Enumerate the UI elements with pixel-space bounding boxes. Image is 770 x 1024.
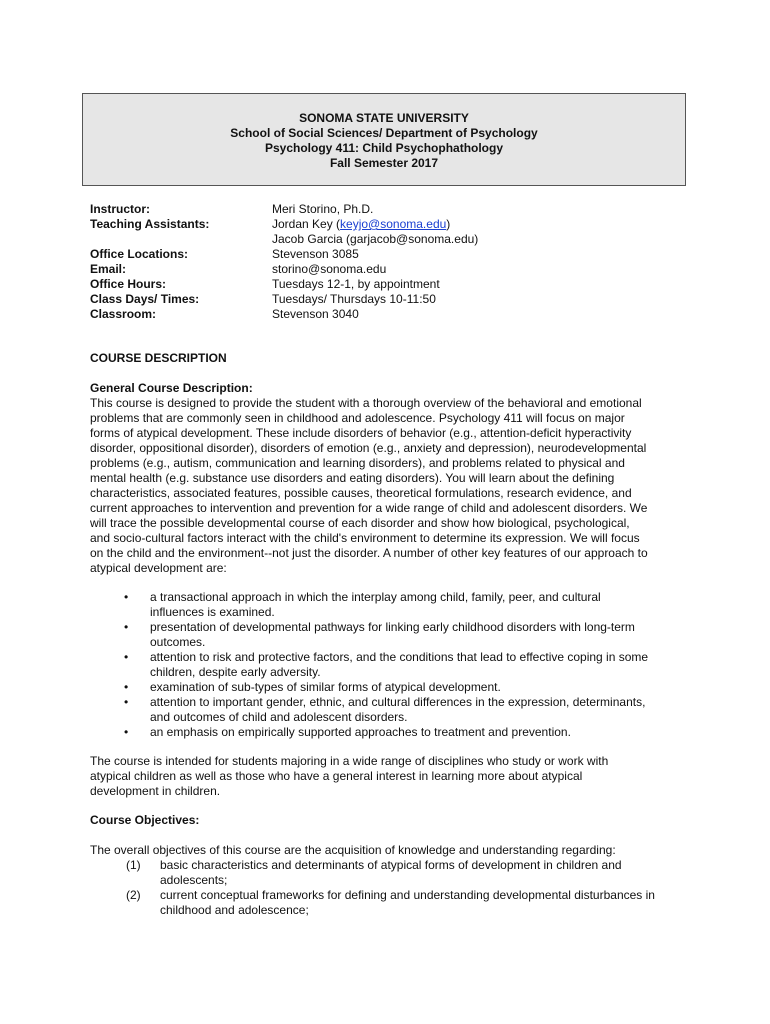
objective-number: (2) xyxy=(126,888,141,902)
description-line: current approaches to intervention and prevention for a wide range of child and adolescent disorders. We xyxy=(90,501,648,515)
instructor-label: Instructor: xyxy=(90,202,150,216)
bullet-icon: • xyxy=(124,650,129,664)
bullet-icon: • xyxy=(124,620,129,634)
room-value: Stevenson 3040 xyxy=(272,307,359,321)
office-value: Stevenson 3085 xyxy=(272,247,359,261)
instructor-value: Meri Storino, Ph.D. xyxy=(272,202,374,216)
room-label: Classroom: xyxy=(90,307,157,321)
description-line: will trace the possible developmental course of each disorder and show how biological, psychological, xyxy=(90,516,630,530)
semester: Fall Semester 2017 xyxy=(329,156,439,170)
days-value: Tuesdays/ Thursdays 10-11:50 xyxy=(272,292,436,306)
list-item: • attention to important gender, ethnic, and cultural differences in the expression, determinants, and outcomes of child and adolescent disorders. xyxy=(124,695,646,724)
email-value: storino@sonoma.edu xyxy=(272,262,387,276)
days-label: Class Days/ Times: xyxy=(90,292,200,306)
feature-list xyxy=(90,590,690,740)
description-line: problems (e.g., autism, communication and learning disorders), and problems related to physical and xyxy=(90,456,625,470)
university-name: SONOMA STATE UNIVERSITY xyxy=(299,111,469,125)
list-item: • presentation of developmental pathways for linking early childhood disorders with long-term outcomes. xyxy=(124,620,635,649)
list-item: (1) basic characteristics and determinants of atypical forms of development in children and adolescents; xyxy=(126,858,622,887)
description-line: problems that are commonly seen in childhood and adolescence. Psychology 411 will focus on major xyxy=(90,411,625,425)
bullet-icon: • xyxy=(124,725,129,739)
closing-line: development in children. xyxy=(90,784,221,798)
list-item: • attention to risk and protective factors, and the conditions that lead to effective coping in some children, despite early adversity. xyxy=(124,650,649,679)
course-header xyxy=(82,93,686,186)
bullet-icon: • xyxy=(124,590,129,604)
description-line: forms of atypical development. These include disorders of behavior (e.g., attention-deficit hyperactivity xyxy=(90,426,632,440)
description-paragraph xyxy=(90,396,690,576)
description-line: mental health (e.g. substance use disorders and eating disorders). You will learn about the defining xyxy=(90,471,615,485)
general-description-heading: General Course Description: xyxy=(90,381,253,395)
closing-paragraph xyxy=(90,754,690,799)
hours-value: Tuesdays 12-1, by appointment xyxy=(272,277,440,291)
office-label: Office Locations: xyxy=(90,247,189,261)
description-line: and socio-cultural factors interact with the child's environment to determine its expression. We will focus xyxy=(90,531,640,545)
objectives-intro: The overall objectives of this course are the acquisition of knowledge and understanding regarding: xyxy=(90,843,616,857)
description-line: This course is designed to provide the student with a thorough overview of the behavioral and emotional xyxy=(90,396,642,410)
ta-label: Teaching Assistants: xyxy=(90,217,210,231)
section-heading: COURSE DESCRIPTION xyxy=(90,351,227,365)
ta2-value: Jacob Garcia (garjacob@sonoma.edu) xyxy=(272,232,479,246)
closing-line: The course is intended for students majoring in a wide range of disciplines who study or work with xyxy=(90,754,609,768)
objectives-list xyxy=(90,858,690,918)
hours-label: Office Hours: xyxy=(90,277,167,291)
ta1-value: Jordan Key (keyjo@sonoma.edu) xyxy=(272,217,451,231)
list-item: • examination of sub-types of similar forms of atypical development. xyxy=(124,680,501,694)
list-item: (2) current conceptual frameworks for defining and understanding developmental disturbances in childhood and adolescence; xyxy=(126,888,655,917)
objective-number: (1) xyxy=(126,858,141,872)
list-item: • a transactional approach in which the interplay among child, family, peer, and cultural influences is examined. xyxy=(124,590,601,619)
bullet-icon: • xyxy=(124,695,129,709)
bullet-icon: • xyxy=(124,680,129,694)
description-line: on the child and the environment--not just the disorder. A number of other key features of our approach to xyxy=(90,546,648,560)
description-line: characteristics, associated features, possible causes, theoretical formulations, research evidence, and xyxy=(90,486,632,500)
school-name: School of Social Sciences/ Department of Psychology xyxy=(230,126,538,140)
objectives-heading: Course Objectives: xyxy=(90,813,200,827)
course-title: Psychology 411: Child Psychophathology xyxy=(264,141,504,155)
email-label: Email: xyxy=(90,262,127,276)
description-line: atypical development are: xyxy=(90,561,227,575)
ta1-email-link[interactable]: keyjo@sonoma.edu xyxy=(340,217,447,231)
description-line: disorder, oppositional disorder), disorders of emotion (e.g., anxiety and depression), neurodevelopmental xyxy=(90,441,647,455)
closing-line: atypical children as well as those who have a general interest in learning more about atypical xyxy=(90,769,583,783)
list-item: • an emphasis on empirically supported approaches to treatment and prevention. xyxy=(124,725,571,739)
